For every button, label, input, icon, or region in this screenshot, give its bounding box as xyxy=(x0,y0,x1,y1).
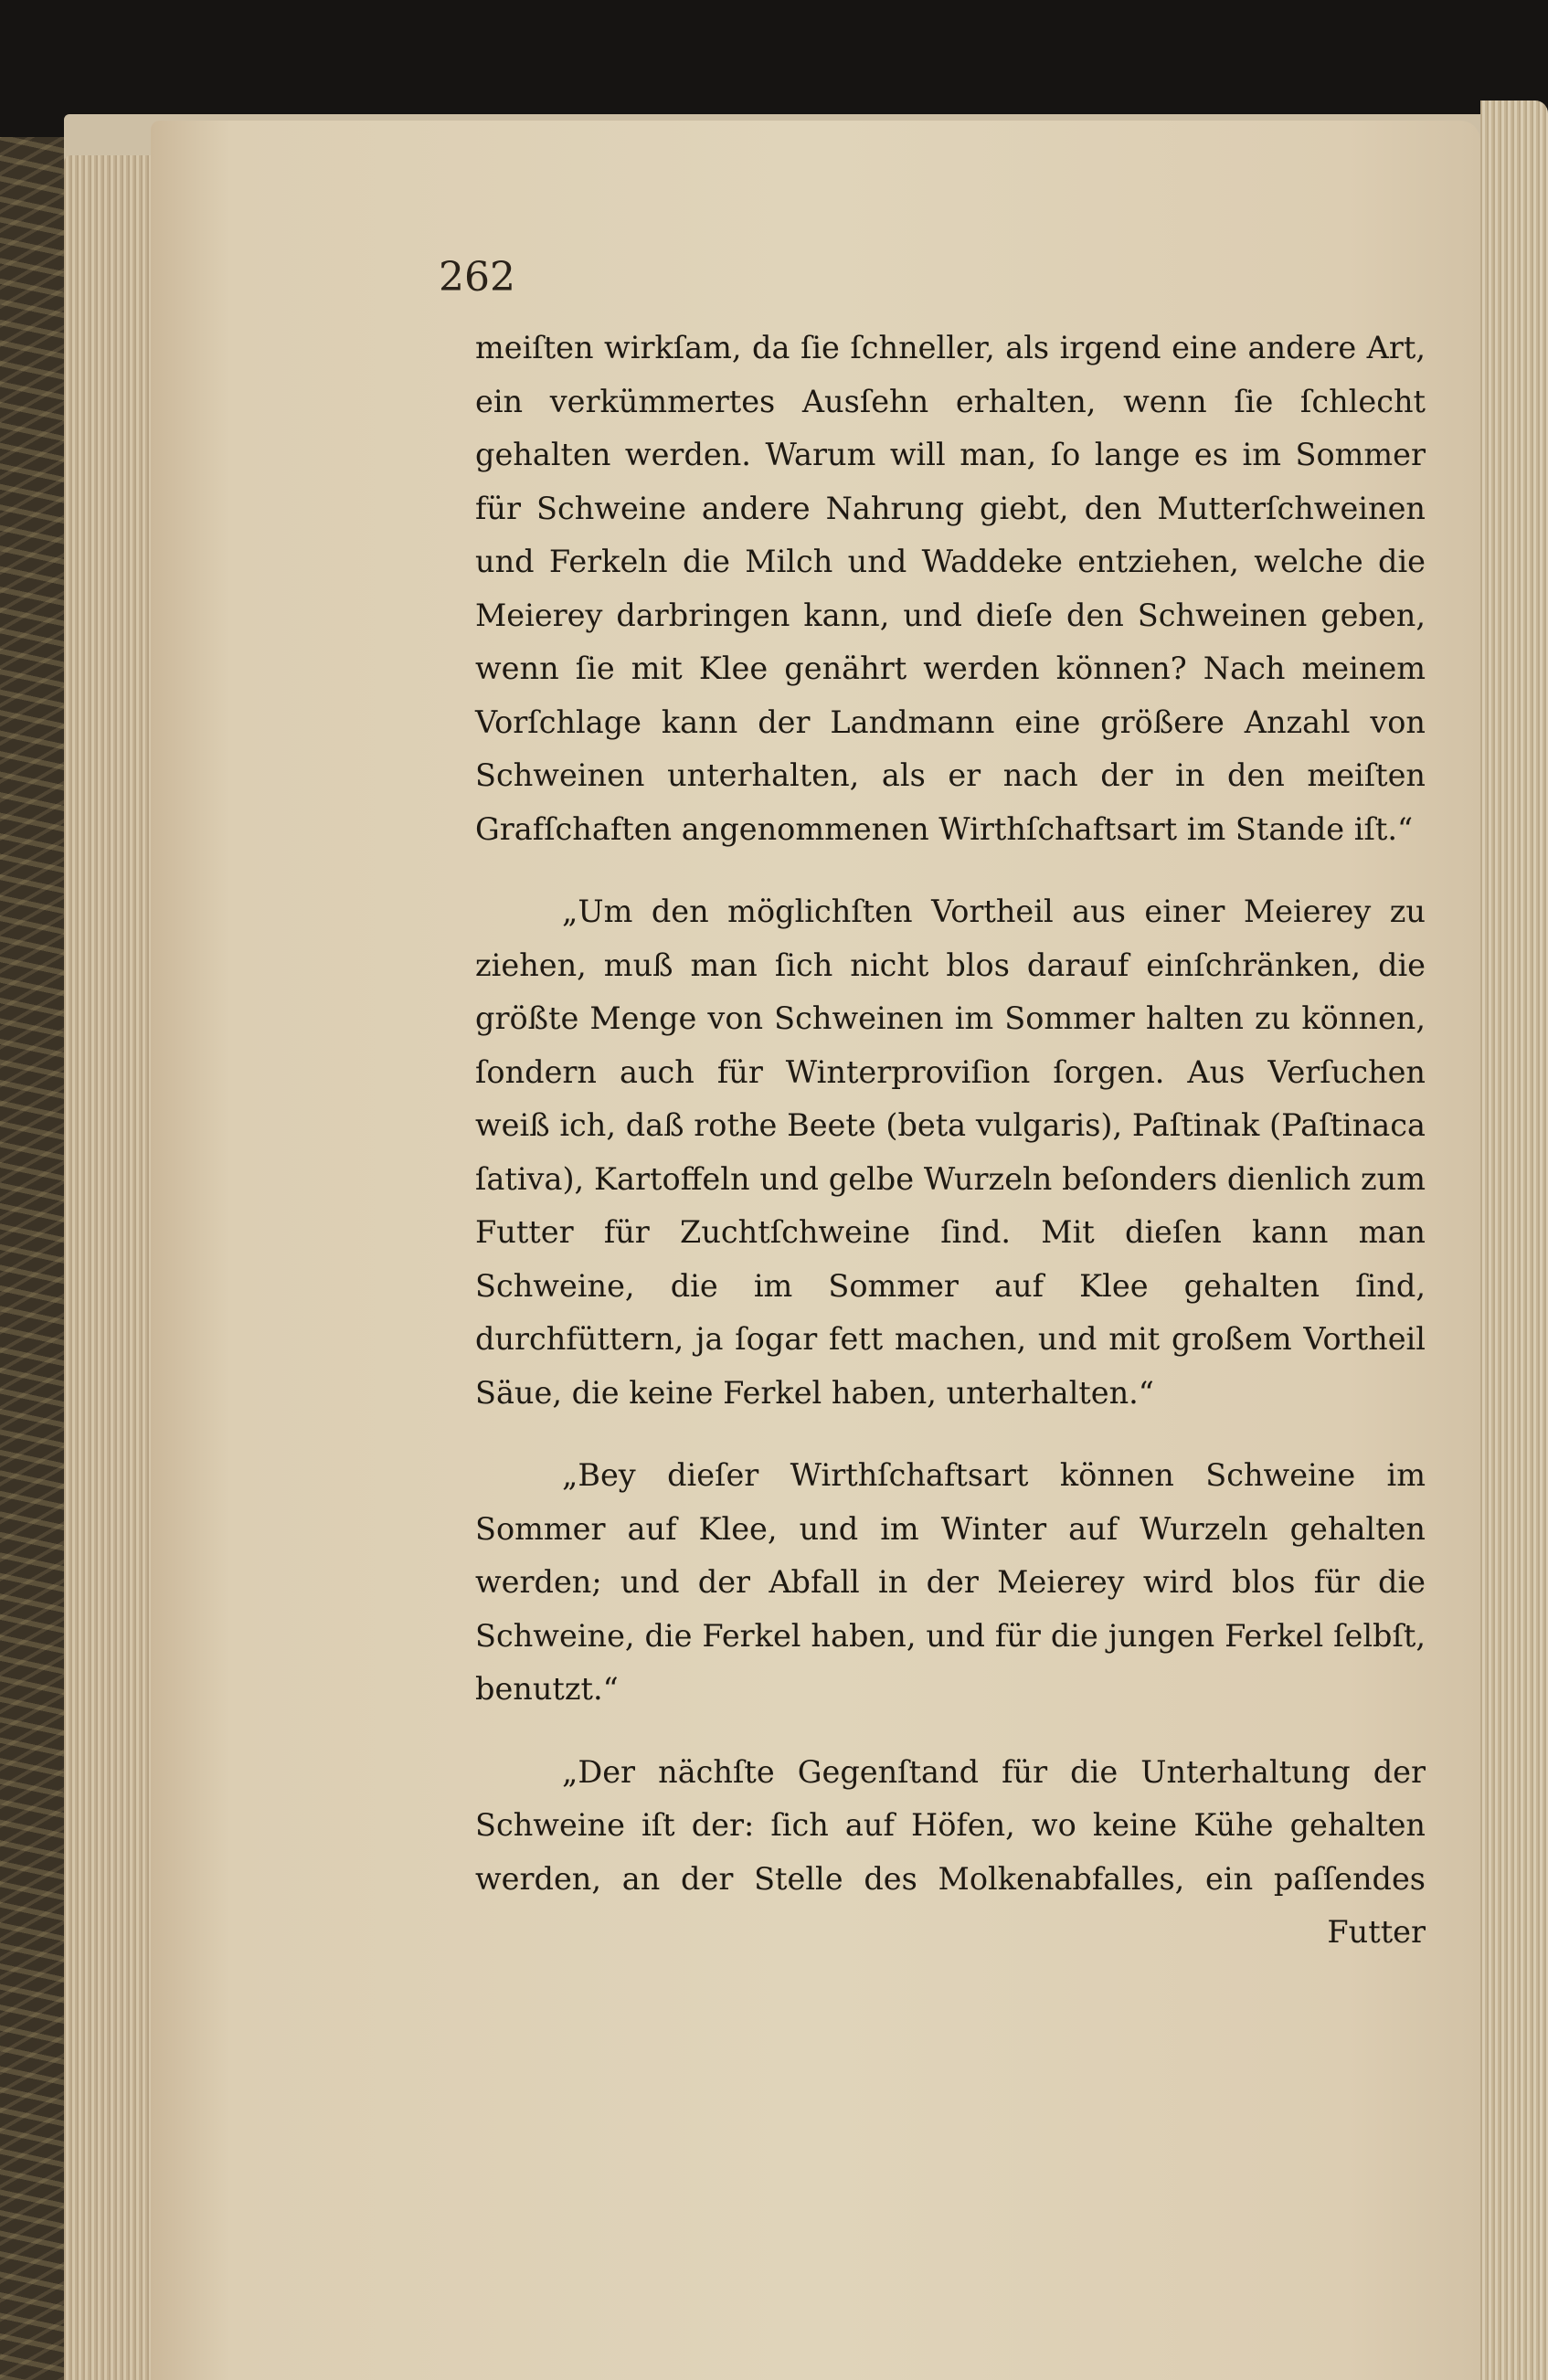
page-text-body xyxy=(475,322,1426,1960)
paragraph-4: „Der nächſte Gegenſtand für die Unterhaltung der Schweine iſt der: ſich auf Höfen, wo keine Kühe gehalten werden, an der Stelle des Molkenabfalles, ein paſſendes xyxy=(475,1753,1426,1897)
right-page-edges xyxy=(1480,100,1548,2380)
paragraph-2: „Um den möglichſten Vortheil aus einer Meierey zu ziehen, muß man ſich nicht blos darauf einſchränken, die größte Menge von Schweinen im Sommer halten zu können, ſondern auch für Winterproviſion ſorgen. Aus Verſuchen weiß ich, daß rothe Beete (beta vulgaris), Paſtinak (Paſtinaca ſativa), Kartoffeln und gelbe Wurzeln beſonders dienlich zum Futter für Zuchtſchweine ſind. Mit dieſen kann man Schweine, die im Sommer auf Klee gehalten ſind, durchfüttern, ja ſogar fett machen, und mit großem Vortheil Säue, die keine Ferkel haben, unterhalten.“ xyxy=(475,894,1426,1411)
page-number: 262 xyxy=(439,254,515,301)
catchword: Futter xyxy=(1327,1914,1426,1950)
left-page-edges xyxy=(64,155,151,2380)
paragraph-3: „Bey dieſer Wirthſchaftsart können Schweine im Sommer auf Klee, und im Winter auf Wurzeln gehalten werden; und der Abfall in der Meierey wird blos für die Schweine, die Ferkel haben, und für die jungen Ferkel ſelbſt, benutzt.“ xyxy=(475,1457,1426,1707)
paragraph-1: meiſten wirkſam, da ſie ſchneller, als irgend eine andere Art, ein verkümmertes Ausſehn erhalten, wenn ſie ſchlecht gehalten werden. Warum will man, ſo lange es im Sommer für Schweine andere Nahrung giebt, den Mutterſchweinen und Ferkeln die Milch und Waddeke entziehen, welche die Meierey darbringen kann, und dieſe den Schweinen geben, wenn ſie mit Klee genährt werden können? Nach meinem Vorſchlage kann der Landmann eine größere Anzahl von Schweinen unterhalten, als er nach der in den meiſten Grafſchaften angenommenen Wirthſchaftsart im Stande iſt.“ xyxy=(475,330,1426,847)
book-binding xyxy=(0,137,67,2380)
